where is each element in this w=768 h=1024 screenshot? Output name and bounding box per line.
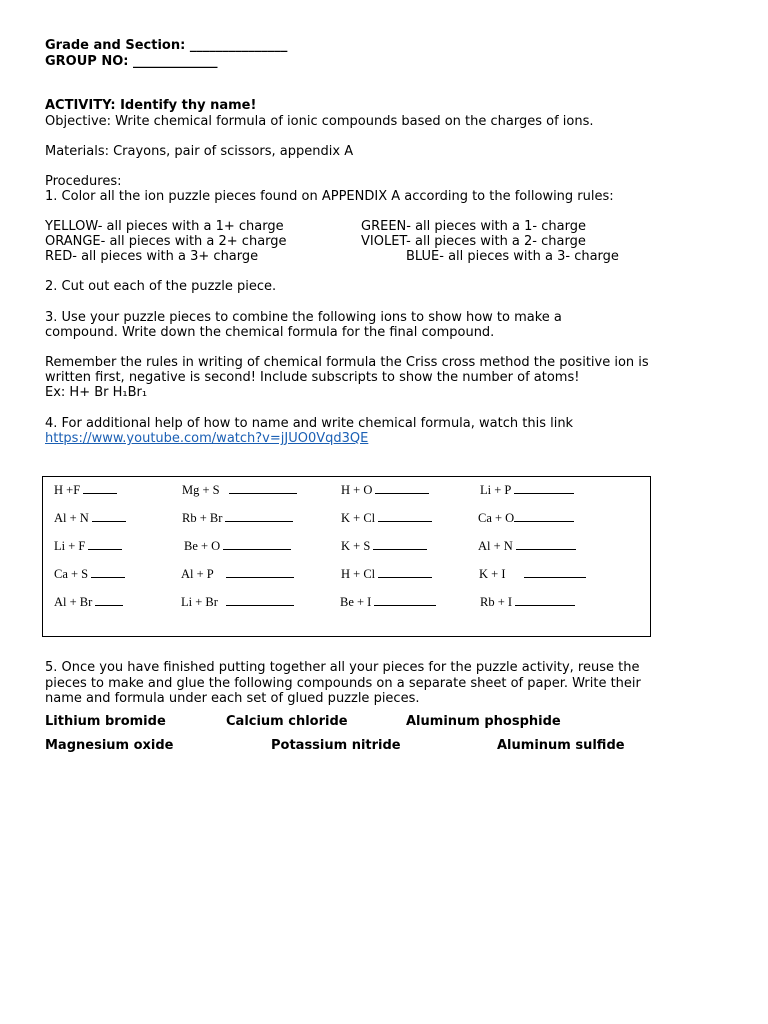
procedures-heading: Procedures: xyxy=(45,174,122,189)
puzzle-cell: Rb + Br xyxy=(182,511,293,525)
ion-puzzle-table xyxy=(42,476,651,637)
step-1-text: 1. Color all the ion puzzle pieces found on APPENDIX A according to the following rules: xyxy=(45,189,614,204)
group-no-field: GROUP NO: _____________ xyxy=(45,54,218,69)
puzzle-cell: H + O xyxy=(341,483,429,497)
compound-lithium-bromide: Lithium bromide xyxy=(45,714,166,729)
puzzle-cell: Li + P xyxy=(480,483,574,497)
puzzle-cell: Rb + I xyxy=(480,595,575,609)
compound-magnesium-oxide: Magnesium oxide xyxy=(45,738,174,753)
puzzle-cell: H + Cl xyxy=(341,567,432,581)
step-5-text-line3: name and formula under each set of glued puzzle pieces. xyxy=(45,691,420,706)
step-3-text-line2: compound. Write down the chemical formula for the final compound. xyxy=(45,325,495,340)
materials-text: Materials: Crayons, pair of scissors, appendix A xyxy=(45,144,354,159)
remember-text-line2: written first, negative is second! Include subscripts to show the number of atoms! xyxy=(45,370,580,385)
remember-text-line1: Remember the rules in writing of chemical formula the Criss cross method the positive ion is xyxy=(45,355,649,370)
puzzle-cell: Li + Br xyxy=(181,595,294,609)
compound-calcium-chloride: Calcium chloride xyxy=(226,714,348,729)
color-rule-red: RED- all pieces with a 3+ charge xyxy=(45,249,259,264)
puzzle-cell: Ca + O xyxy=(478,511,574,525)
step-2-text: 2. Cut out each of the puzzle piece. xyxy=(45,279,277,294)
objective-text: Objective: Write chemical formula of ionic compounds based on the charges of ions. xyxy=(45,114,594,129)
compound-aluminum-phosphide: Aluminum phosphide xyxy=(406,714,561,729)
puzzle-cell: H +F xyxy=(54,483,117,497)
compound-potassium-nitride: Potassium nitride xyxy=(271,738,401,753)
puzzle-cell: K + Cl xyxy=(341,511,432,525)
puzzle-cell: Ca + S xyxy=(54,567,125,581)
puzzle-cell: Al + N xyxy=(54,511,126,525)
compound-aluminum-sulfide: Aluminum sulfide xyxy=(497,738,625,753)
youtube-link[interactable]: https://www.youtube.com/watch?v=jJUO0Vqd3QE xyxy=(45,431,369,446)
grade-section-field: Grade and Section: _______________ xyxy=(45,38,288,53)
puzzle-cell: Li + F xyxy=(54,539,122,553)
puzzle-cell: Al + P xyxy=(181,567,294,581)
example-text: Ex: H+ Br H₁Br₁ xyxy=(45,385,148,400)
puzzle-cell: K + S xyxy=(341,539,427,553)
puzzle-cell: Al + N xyxy=(478,539,576,553)
puzzle-cell: Al + Br xyxy=(54,595,123,609)
puzzle-cell: Be + I xyxy=(340,595,436,609)
step-3-text-line1: 3. Use your puzzle pieces to combine the following ions to show how to make a xyxy=(45,310,562,325)
activity-title: ACTIVITY: Identify thy name! xyxy=(45,98,257,113)
color-rule-blue: BLUE- all pieces with a 3- charge xyxy=(406,249,619,264)
puzzle-cell: K + I xyxy=(479,567,586,581)
color-rule-green: GREEN- all pieces with a 1- charge xyxy=(361,219,586,234)
step-5-text-line2: pieces to make and glue the following compounds on a separate sheet of paper. Write their xyxy=(45,676,641,691)
puzzle-cell: Be + O xyxy=(184,539,291,553)
step-4-text: 4. For additional help of how to name and write chemical formula, watch this link xyxy=(45,416,574,431)
puzzle-cell: Mg + S xyxy=(182,483,297,497)
color-rule-yellow: YELLOW- all pieces with a 1+ charge xyxy=(45,219,284,234)
color-rule-orange: ORANGE- all pieces with a 2+ charge xyxy=(45,234,287,249)
step-5-text-line1: 5. Once you have finished putting together all your pieces for the puzzle activity, reuse the xyxy=(45,660,640,675)
color-rule-violet: VIOLET- all pieces with a 2- charge xyxy=(361,234,586,249)
